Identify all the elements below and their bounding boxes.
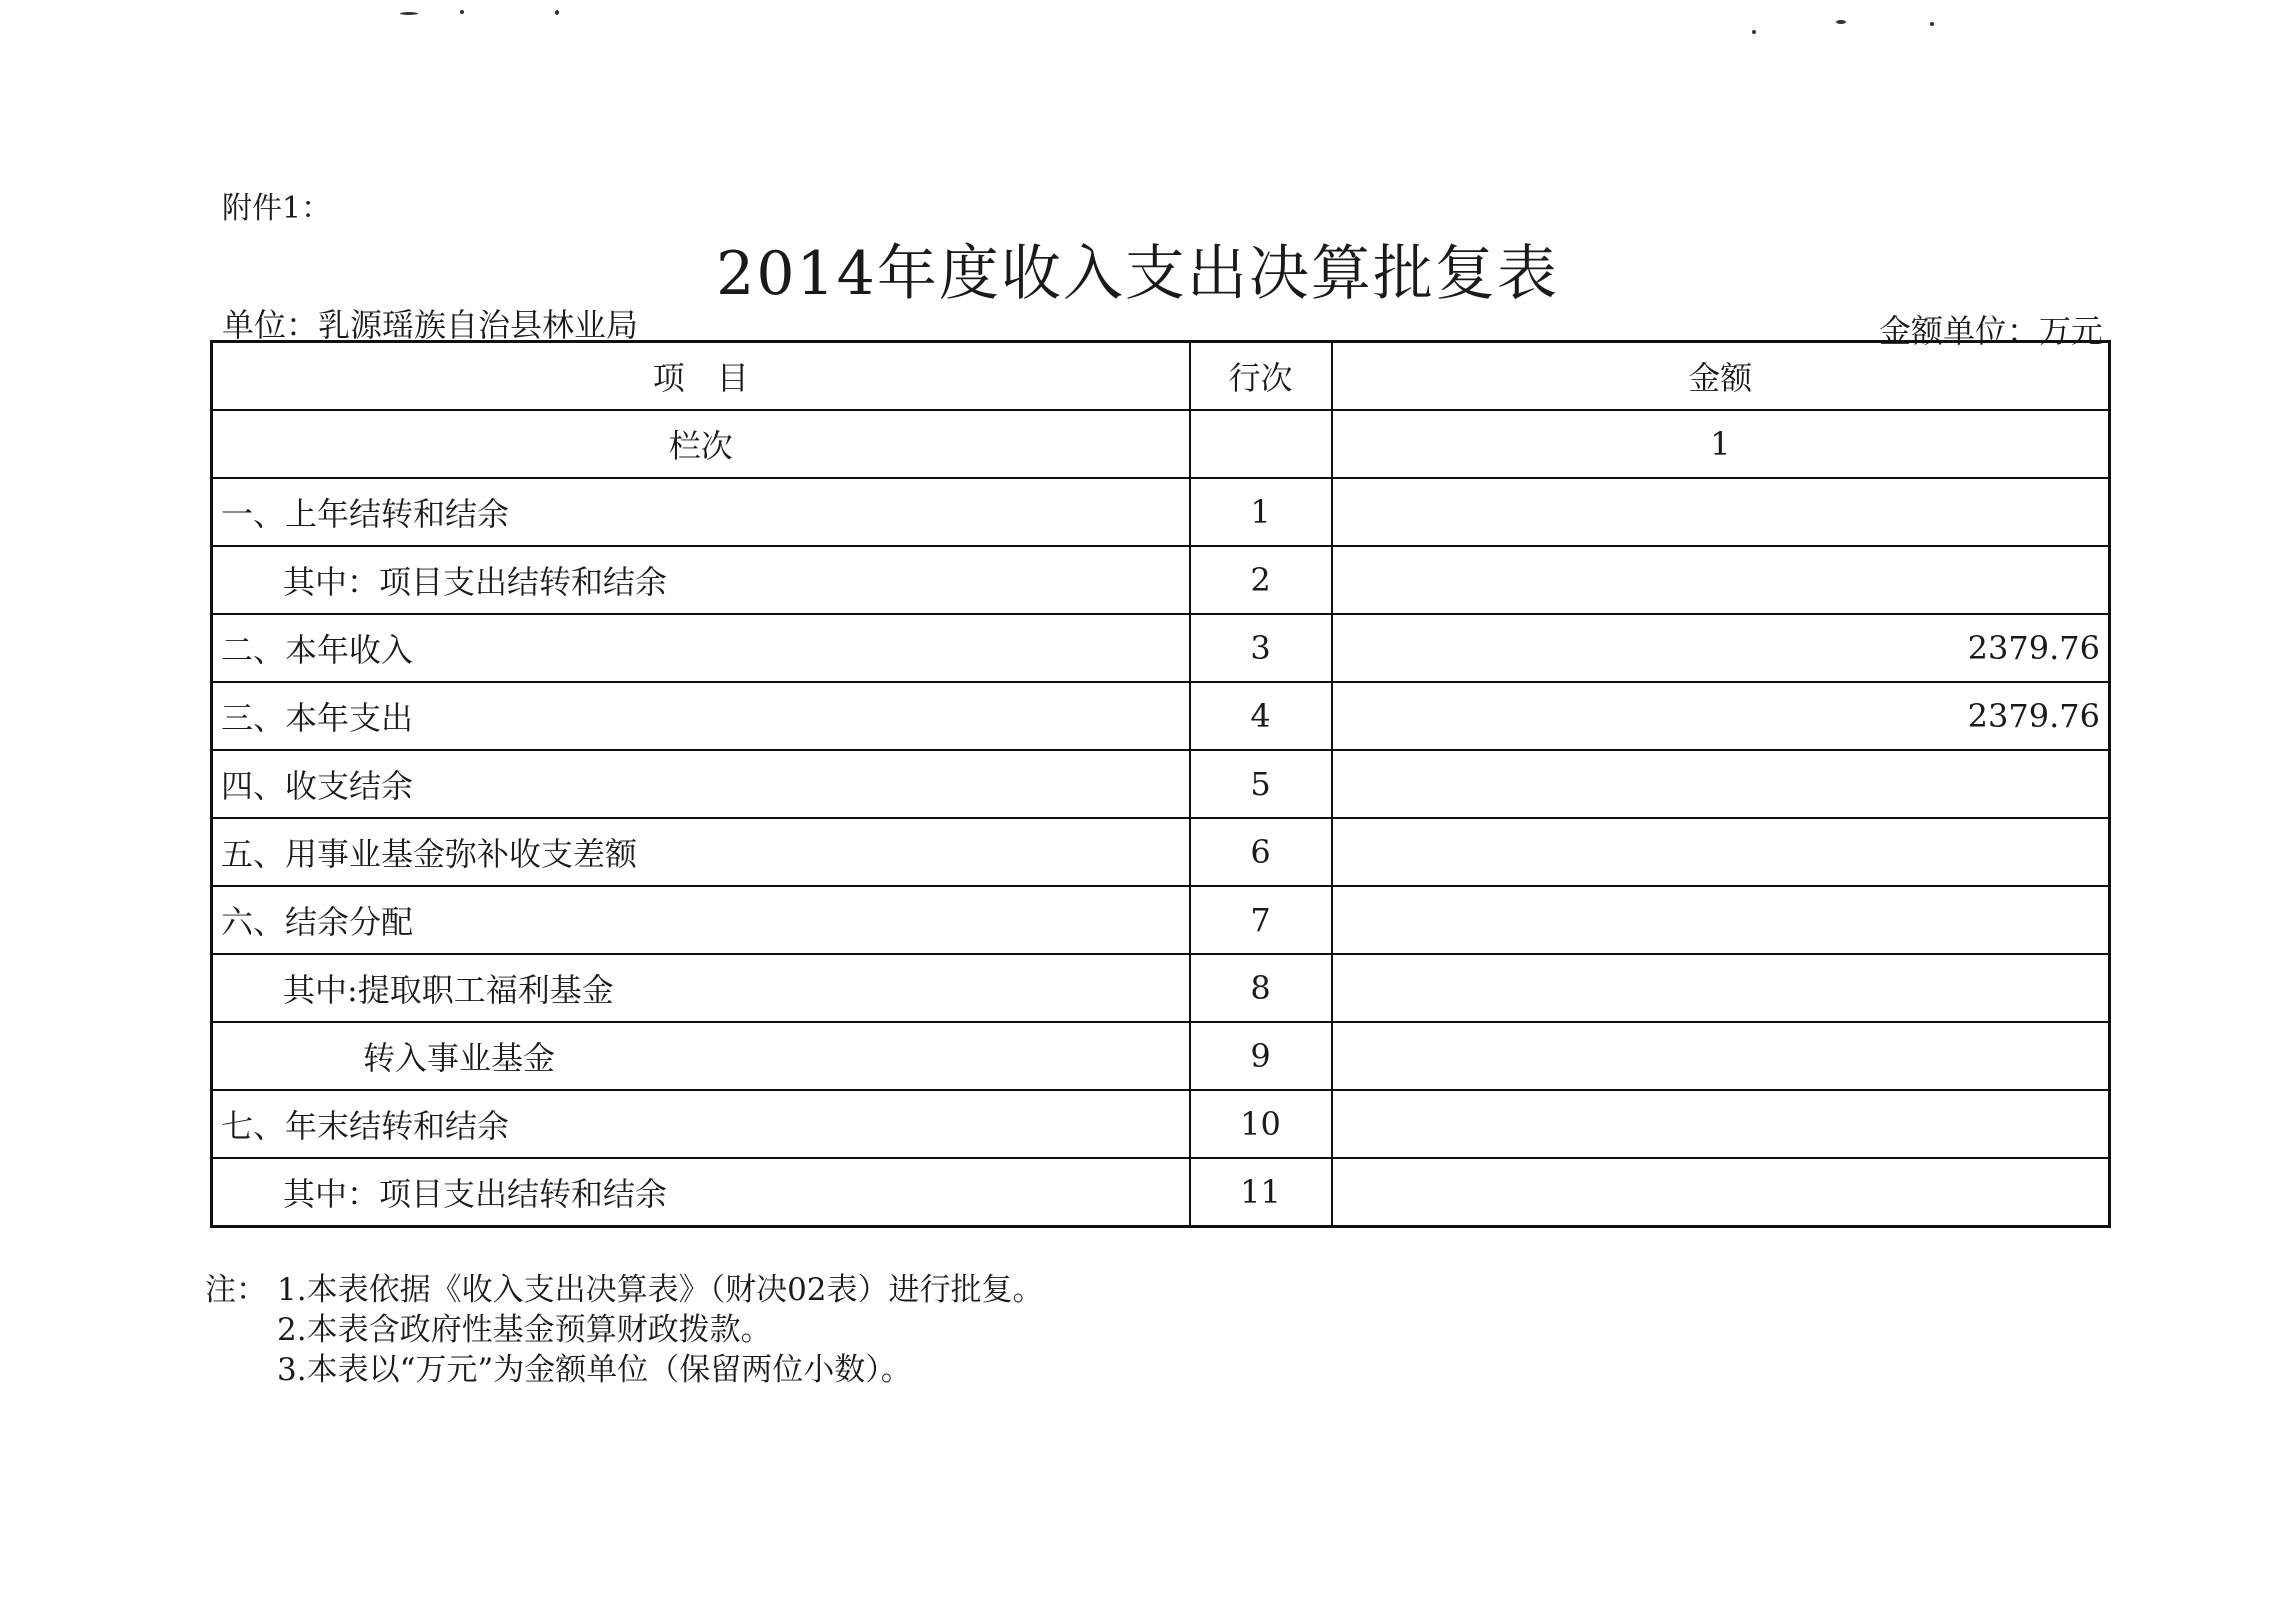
table-row [212,1158,2110,1227]
row-line-number: 3 [1190,614,1332,682]
row-amount [1332,818,2110,886]
row-amount: 2379.76 [1332,682,2110,750]
header-item: 项 目 [212,342,1190,411]
table-row [212,682,2110,750]
row-item-label: 四、收支结余 [212,750,1190,818]
row-amount [1332,478,2110,546]
row-amount [1332,954,2110,1022]
table-row [212,886,2110,954]
row-line-number: 11 [1190,1158,1332,1227]
row-item-label: 其中：项目支出结转和结余 [212,546,1190,614]
column-index-amount: 1 [1332,410,2110,478]
row-item-label: 七、年末结转和结余 [212,1090,1190,1158]
page-title: 2014年度收入支出决算批复表 [716,239,1559,309]
scan-speck [1836,20,1846,24]
column-index-line [1190,410,1332,478]
table-row [212,546,2110,614]
scan-speck [1752,30,1756,34]
row-line-number: 9 [1190,1022,1332,1090]
attachment-label: 附件1： [222,191,332,226]
table-row [212,750,2110,818]
table-row [212,818,2110,886]
row-item-label: 转入事业基金 [212,1022,1190,1090]
row-amount: 2379.76 [1332,614,2110,682]
row-line-number: 1 [1190,478,1332,546]
table-row [212,1090,2110,1158]
row-line-number: 2 [1190,546,1332,614]
scan-speck [555,10,559,15]
row-item-label: 五、用事业基金弥补收支差额 [212,818,1190,886]
budget-approval-table [210,340,2111,1228]
row-amount [1332,546,2110,614]
scan-speck [460,10,464,14]
row-line-number: 5 [1190,750,1332,818]
organization-label: 单位：乳源瑶族自治县林业局 [222,306,639,344]
row-line-number: 7 [1190,886,1332,954]
row-item-label: 其中:提取职工福利基金 [212,954,1190,1022]
row-item-label: 一、上年结转和结余 [212,478,1190,546]
row-line-number: 4 [1190,682,1332,750]
note-item: 2.本表含政府性基金预算财政拨款。 [277,1312,772,1348]
row-amount [1332,1158,2110,1227]
row-amount [1332,886,2110,954]
table-row [212,614,2110,682]
table-row [212,1022,2110,1090]
row-item-label: 三、本年支出 [212,682,1190,750]
row-line-number: 8 [1190,954,1332,1022]
column-index-row [212,410,2110,478]
table-row [212,478,2110,546]
header-line: 行次 [1190,342,1332,411]
note-item: 3.本表以“万元”为金额单位（保留两位小数）。 [277,1352,912,1388]
note-item: 1.本表依据《收入支出决算表》（财决02表）进行批复。 [277,1272,1044,1308]
row-amount [1332,1090,2110,1158]
row-line-number: 10 [1190,1090,1332,1158]
scan-speck [400,12,418,15]
row-amount [1332,1022,2110,1090]
row-item-label: 二、本年收入 [212,614,1190,682]
currency-unit-label: 金额单位：万元 [1878,312,2103,350]
header-amount: 金额 [1332,342,2110,411]
scan-speck [1930,22,1934,26]
header-row [212,342,2110,411]
row-item-label: 六、结余分配 [212,886,1190,954]
notes-label: 注： [205,1272,267,1308]
row-amount [1332,750,2110,818]
row-item-label: 其中：项目支出结转和结余 [212,1158,1190,1227]
column-index-item: 栏次 [212,410,1190,478]
table-row [212,954,2110,1022]
row-line-number: 6 [1190,818,1332,886]
notes [205,1270,1044,1390]
